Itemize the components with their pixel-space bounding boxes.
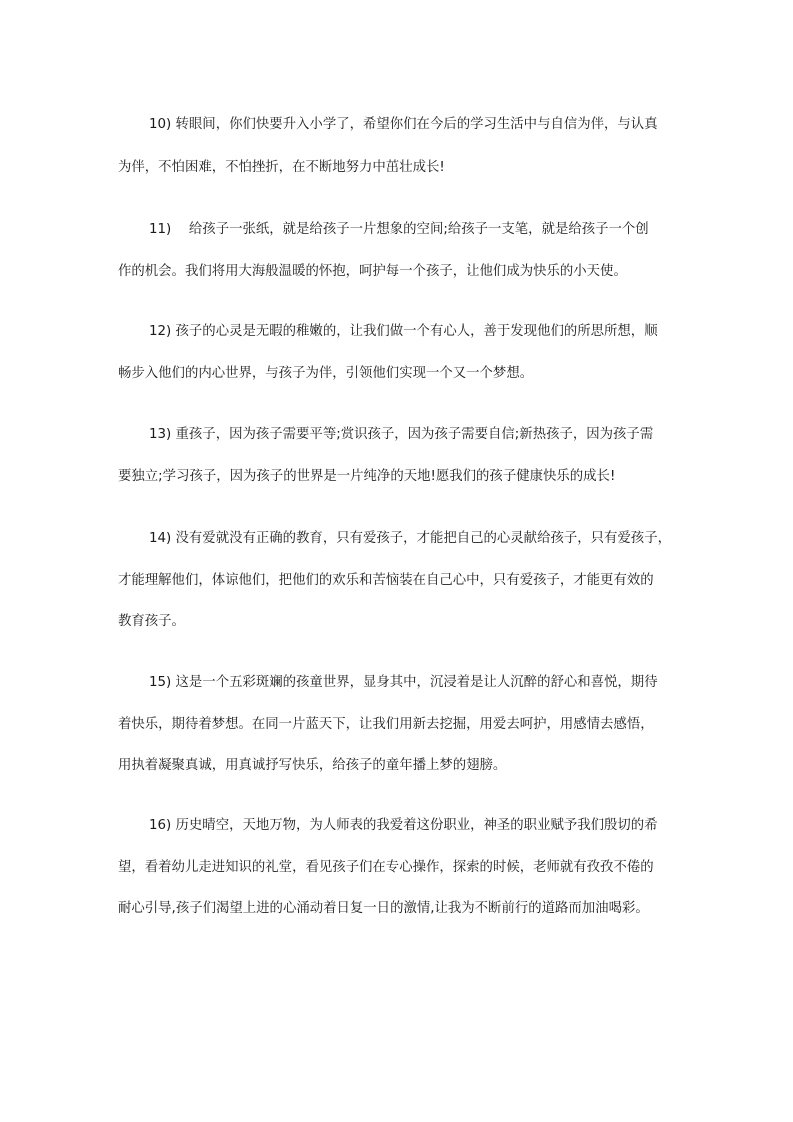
paragraph-line: 作的机会。我们将用大海般温暖的怀抱，呵护每一个孩子，让他们成为快乐的小天使。 xyxy=(118,264,627,279)
paragraph-line: 14) 没有爱就没有正确的教育，只有爱孩子，才能把自己的心灵献给孩子，只有爱孩子， xyxy=(149,531,671,546)
paragraph-line: 要独立;学习孩子，因为孩子的世界是一片纯净的天地!愿我们的孩子健康快乐的成长! xyxy=(118,469,616,484)
paragraph-line: 为伴，不怕困难，不怕挫折，在不断地努力中茁壮成长! xyxy=(118,160,445,175)
paragraph-line: 畅步入他们的内心世界，与孩子为伴，引领他们实现一个又一个梦想。 xyxy=(118,366,534,381)
paragraph-line: 用执着凝聚真诚，用真诚抒写快乐，给孩子的童年播上梦的翅膀。 xyxy=(118,758,507,773)
paragraph-line: 望，看着幼儿走进知识的礼堂，看见孩子们在专心操作，探索的时候，老师就有孜孜不倦的 xyxy=(118,860,654,875)
paragraph-line: 才能理解他们，体谅他们，把他们的欢乐和苦恼装在自己心中，只有爱孩子，才能更有效的 xyxy=(118,573,654,588)
paragraph-line: 13) 重孩子，因为孩子需要平等;赏识孩子，因为孩子需要自信;新热孩子，因为孩子需 xyxy=(149,427,654,442)
paragraph-line: 着快乐，期待着梦想。在同一片蓝天下，让我们用新去挖掘，用爱去呵护，用感情去感悟， xyxy=(118,717,654,732)
paragraph-line: 11) 给孩子一张纸，就是给孩子一片想象的空间;给孩子一支笔，就是给孩子一个创 xyxy=(149,222,649,237)
paragraph-line: 10) 转眼间，你们快要升入小学了，希望你们在今后的学习生活中与自信为伴，与认真 xyxy=(149,117,658,132)
paragraph-line: 耐心引导,孩子们渴望上进的心涌动着日复一日的激情,让我为不断前行的道路而加油喝彩。 xyxy=(118,901,649,916)
paragraph-line: 15) 这是一个五彩斑斓的孩童世界，显身其中，沉浸着是让人沉醉的舒心和喜悦，期待 xyxy=(149,675,658,690)
paragraph-line: 16) 历史晴空，天地万物，为人师表的我爱着这份职业，神圣的职业赋予我们殷切的希 xyxy=(149,818,658,833)
paragraph-line: 12) 孩子的心灵是无暇的稚嫩的，让我们做一个有心人，善于发现他们的所思所想，顺 xyxy=(149,324,658,339)
paragraph-line: 教育孩子。 xyxy=(118,614,185,629)
